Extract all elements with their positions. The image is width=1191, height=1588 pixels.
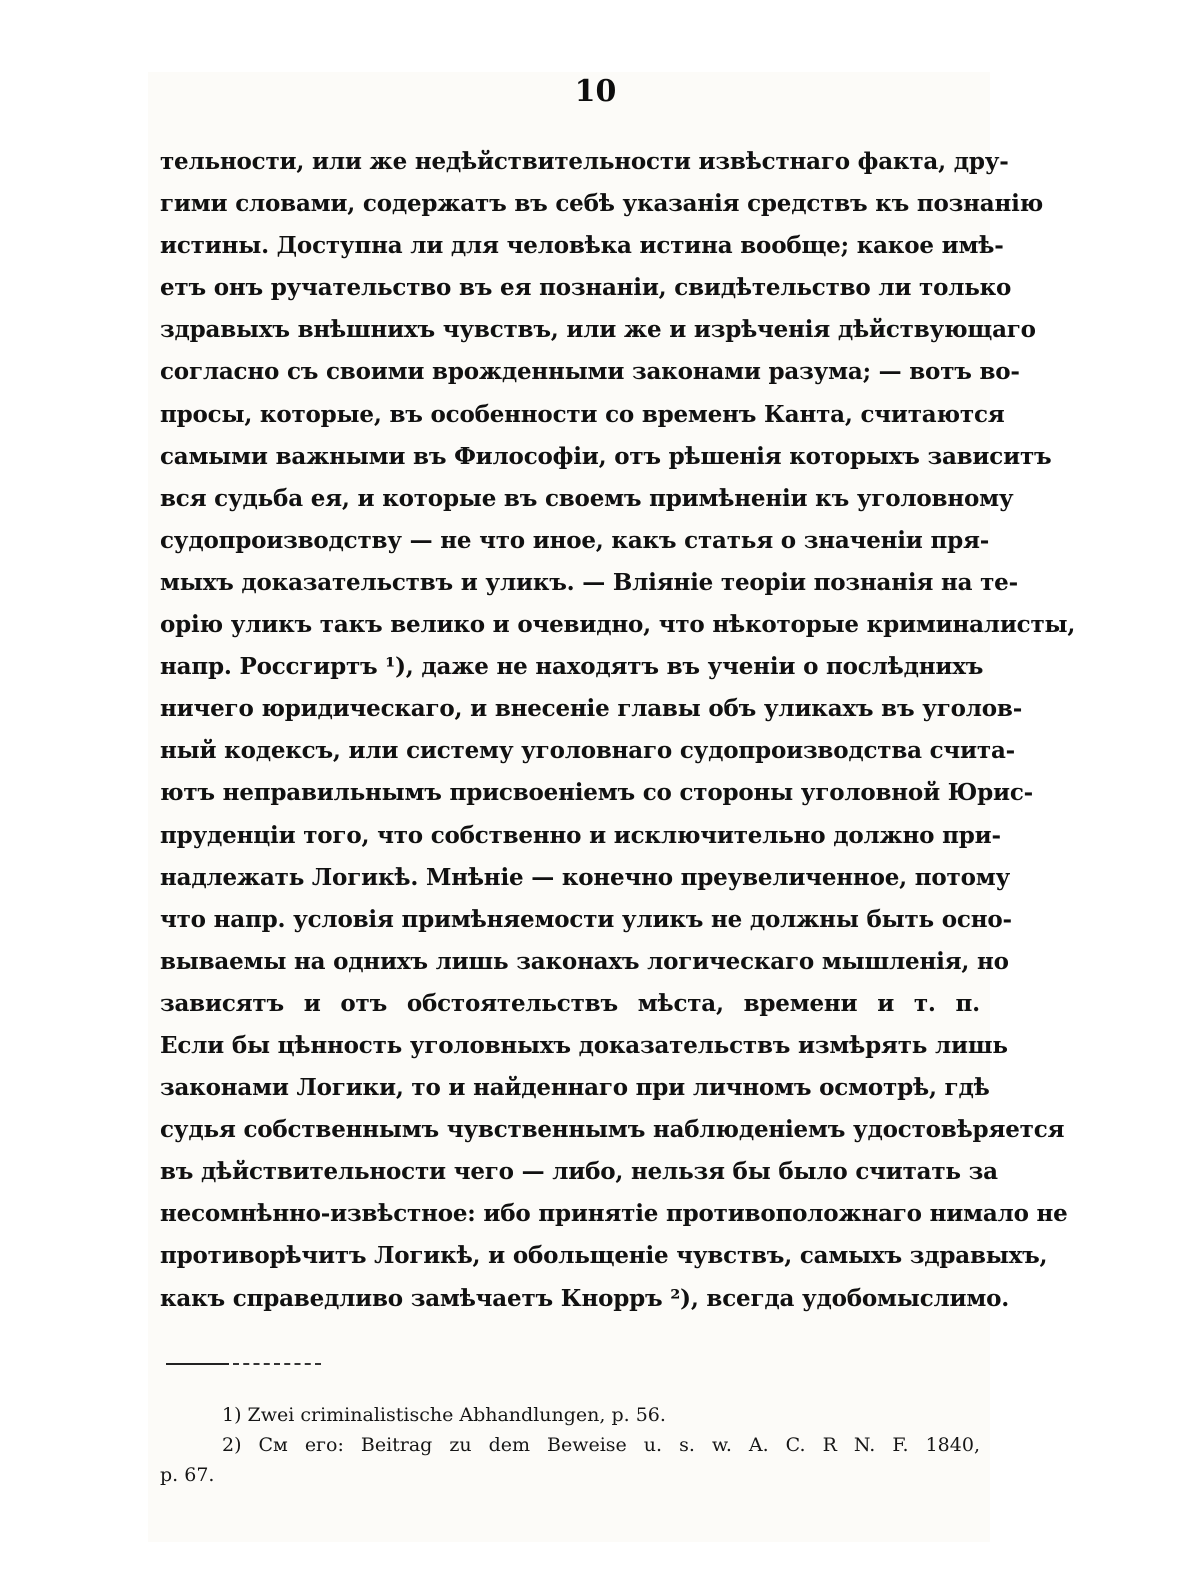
text-line: самыми важными въ Философіи, отъ рѣшенія которыхъ зависитъ (160, 442, 1052, 470)
footnote-2: 2) См его: Beitrag zu dem Beweise u. s. w. A. C. R N. F. 1840, (222, 1434, 980, 1456)
page-number: 10 (574, 74, 617, 109)
text-line: ничего юридическаго, и внесеніе главы объ уликахъ въ уголов- (160, 695, 1023, 723)
text-line: зависятъ и отъ обстоятельствъ мѣста, времени и т. п. (160, 989, 980, 1017)
footnotes (160, 1400, 980, 1490)
text-line: судья собственнымъ чувственнымъ наблюденіемъ удостовѣряется (160, 1116, 1065, 1144)
text-line: согласно съ своими врожденными законами разума; — вотъ во- (160, 358, 1020, 386)
text-line: мыхъ доказательствъ и уликъ. — Вліяніе теоріи познанія на те- (160, 568, 1018, 596)
text-line: несомнѣнно-извѣстное: ибо принятіе противоположнаго нимало не (160, 1200, 1068, 1228)
text-line: Если бы цѣнность уголовныхъ доказательствъ измѣрять лишь (160, 1031, 1008, 1059)
text-line: какъ справедливо замѣчаетъ Кнорръ ²), всегда удобомыслимо. (160, 1284, 1010, 1312)
footnote-2-continuation: p. 67. (160, 1464, 215, 1486)
body-text (160, 141, 1076, 1320)
text-line: судопроизводству — не что иное, какъ статья о значеніи пря- (160, 526, 990, 554)
text-line: орію уликъ такъ велико и очевидно, что нѣкоторые криминалисты, (160, 611, 1076, 639)
text-line: надлежать Логикѣ. Мнѣніе — конечно преувеличенное, потому (160, 863, 1011, 891)
text-line: что напр. условія примѣняемости уликъ не должны быть осно- (160, 905, 1012, 933)
text-line: вываемы на однихъ лишь законахъ логическаго мышленія, но (160, 947, 1009, 975)
text-line: въ дѣйствительности чего — либо, нельзя бы было считать за (160, 1158, 998, 1186)
text-line: ный кодексъ, или систему уголовнаго судопроизводства счита- (160, 737, 1016, 765)
footnote-separator-dashed (233, 1363, 321, 1365)
text-line: пруденціи того, что собственно и исключительно должно при- (160, 821, 1001, 849)
text-line: ютъ неправильнымъ присвоеніемъ со стороны уголовной Юрис- (160, 779, 1034, 807)
text-line: просы, которые, въ особенности со временъ Канта, считаются (160, 400, 1005, 428)
text-line: гими словами, содержатъ въ себѣ указанія средствъ къ познанію (160, 190, 1044, 218)
text-line: истины. Доступна ли для человѣка истина вообще; какое имѣ- (160, 232, 1004, 260)
text-line: етъ онъ ручательство въ ея познаніи, свидѣтельство ли только (160, 274, 1012, 302)
footnote-1: 1) Zwei criminalistische Abhandlungen, p. 56. (222, 1404, 666, 1426)
text-line: напр. Россгиртъ ¹), даже не находятъ въ ученіи о послѣднихъ (160, 653, 984, 681)
text-line: законами Логики, то и найденнаго при личномъ осмотрѣ, гдѣ (160, 1074, 990, 1102)
text-line: тельности, или же недѣйствительности извѣстнаго факта, дру- (160, 148, 1009, 175)
text-line: вся судьба ея, и которые въ своемъ примѣненіи къ уголовному (160, 484, 1014, 512)
text-line: противорѣчитъ Логикѣ, и обольщеніе чувствъ, самыхъ здравыхъ, (160, 1242, 1048, 1270)
footnote-separator (166, 1363, 229, 1365)
text-line: здравыхъ внѣшнихъ чувствъ, или же и изрѣченія дѣйствующаго (160, 316, 1036, 344)
